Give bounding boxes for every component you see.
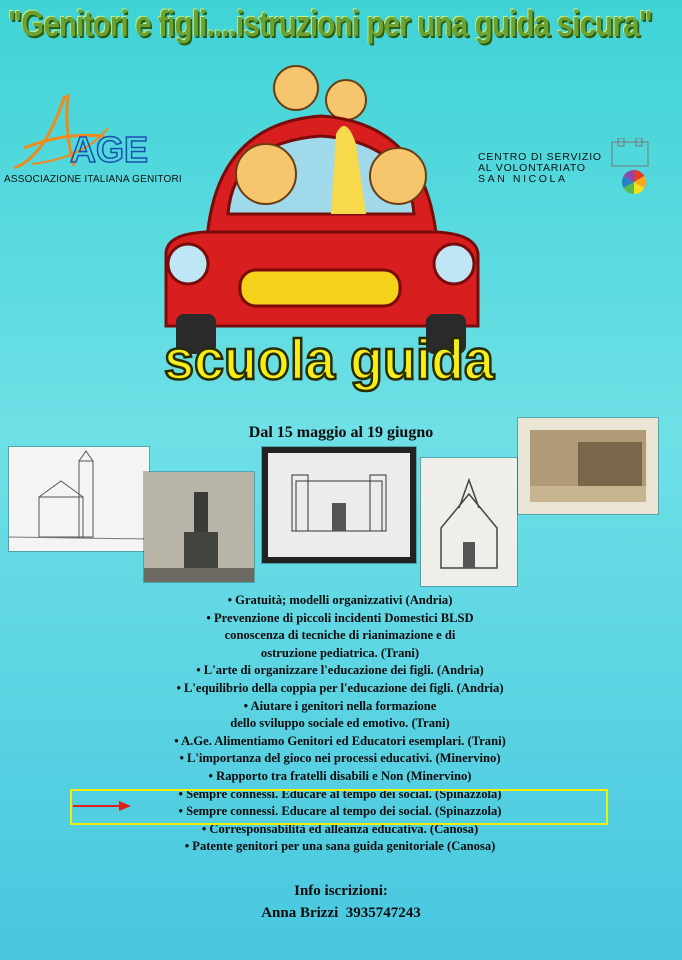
age-logo-mark: AGE bbox=[70, 129, 149, 170]
course-item: • Prevenzione di piccoli incidenti Domestici BLSD conoscenza di tecniche di rianimazione e di ostruzione pediatrica. (Trani) bbox=[206, 610, 474, 660]
csv-line-2: AL VOLONTARIATO bbox=[478, 162, 586, 174]
monument-photo-image bbox=[144, 472, 254, 582]
course-text: Aiutare i genitori nella formazione dello sviluppo sociale ed emotivo. (Trani) bbox=[230, 698, 450, 731]
info-label: Info iscrizioni: bbox=[294, 883, 388, 899]
course-text: Rapporto tra fratelli disabili e Non (Minervino) bbox=[216, 768, 472, 783]
course-text: Corresponsabilità ed alleanza educativa. (Canosa) bbox=[209, 821, 479, 836]
course-text: Sempre connessi. Educare al tempo dei social. (Spinazzola) bbox=[186, 804, 502, 819]
course-text: Prevenzione di piccoli incidenti Domestici BLSD conoscenza di tecniche di rianimazione e di ostruzione pediatrica. (Trani) bbox=[213, 610, 474, 660]
course-text: L'importanza del gioco nei processi educativi. (Minervino) bbox=[187, 751, 501, 766]
cathedral-sketch-image bbox=[9, 447, 149, 551]
slogan-text: scuola guida bbox=[163, 327, 495, 392]
course-item: • Sempre connessi. Educare al tempo dei social. (Spinazzola) bbox=[178, 804, 502, 819]
course-text: Patente genitori per una sana guida genitoriale (Canosa) bbox=[192, 839, 496, 854]
course-text: L'arte di organizzare l'educazione dei figli. (Andria) bbox=[203, 663, 484, 678]
poster-title-text: "Genitori e figli....istruzioni per una guida sicura" bbox=[8, 3, 652, 44]
church-sketch-image bbox=[421, 458, 517, 586]
red-arrow-icon bbox=[73, 800, 133, 812]
dates-heading: Dal 15 maggio al 19 giugno bbox=[248, 424, 434, 441]
course-text: Sempre connessi. Educare al tempo dei social. (Spinazzola) bbox=[186, 786, 502, 801]
course-text: A.Ge. Alimentiamo Genitori ed Educatori esemplari. (Trani) bbox=[181, 733, 506, 748]
highlight-box bbox=[70, 786, 608, 825]
info-contact: Anna Brizzi 3935747243 bbox=[261, 905, 421, 921]
course-text: Gratuità; modelli organizzativi (Andria) bbox=[235, 593, 453, 607]
castel-del-monte-sketch-image bbox=[262, 447, 416, 563]
slogan-banner bbox=[148, 318, 510, 398]
course-item: • Patente genitori per una sana guida genitoriale (Canosa) bbox=[184, 839, 496, 854]
info-section bbox=[0, 880, 682, 924]
course-item: • Aiutare i genitori nella formazione dello sviluppo sociale ed emotivo. (Trani) bbox=[230, 698, 450, 731]
course-item: • L'arte di organizzare l'educazione dei figli. (Andria) bbox=[196, 663, 484, 678]
course-item: • Sempre connessi. Educare al tempo dei social. (Spinazzola) bbox=[178, 786, 502, 801]
csv-name bbox=[478, 152, 618, 185]
csv-logo-icon bbox=[606, 138, 656, 194]
course-item: • Gratuità; modelli organizzativi (Andria) bbox=[227, 593, 453, 607]
vintage-postcard-image bbox=[518, 418, 658, 514]
course-item: • L'importanza del gioco nei processi educativi. (Minervino) bbox=[179, 751, 501, 766]
course-item: • Corresponsabilità ed alleanza educativa. (Canosa) bbox=[201, 821, 479, 836]
course-text: L'equilibrio della coppia per l'educazione dei figli. (Andria) bbox=[184, 680, 504, 695]
csv-line-3: SAN NICOLA bbox=[478, 173, 568, 185]
course-item: • L'equilibrio della coppia per l'educazione dei figli. (Andria) bbox=[176, 680, 504, 695]
csv-line-1: CENTRO DI SERVIZIO bbox=[478, 151, 602, 163]
course-item: • A.Ge. Alimentiamo Genitori ed Educatori esemplari. (Trani) bbox=[174, 733, 506, 748]
association-name: ASSOCIAZIONE ITALIANA GENITORI bbox=[4, 174, 182, 185]
course-item: • Rapporto tra fratelli disabili e Non (Minervino) bbox=[208, 768, 472, 783]
